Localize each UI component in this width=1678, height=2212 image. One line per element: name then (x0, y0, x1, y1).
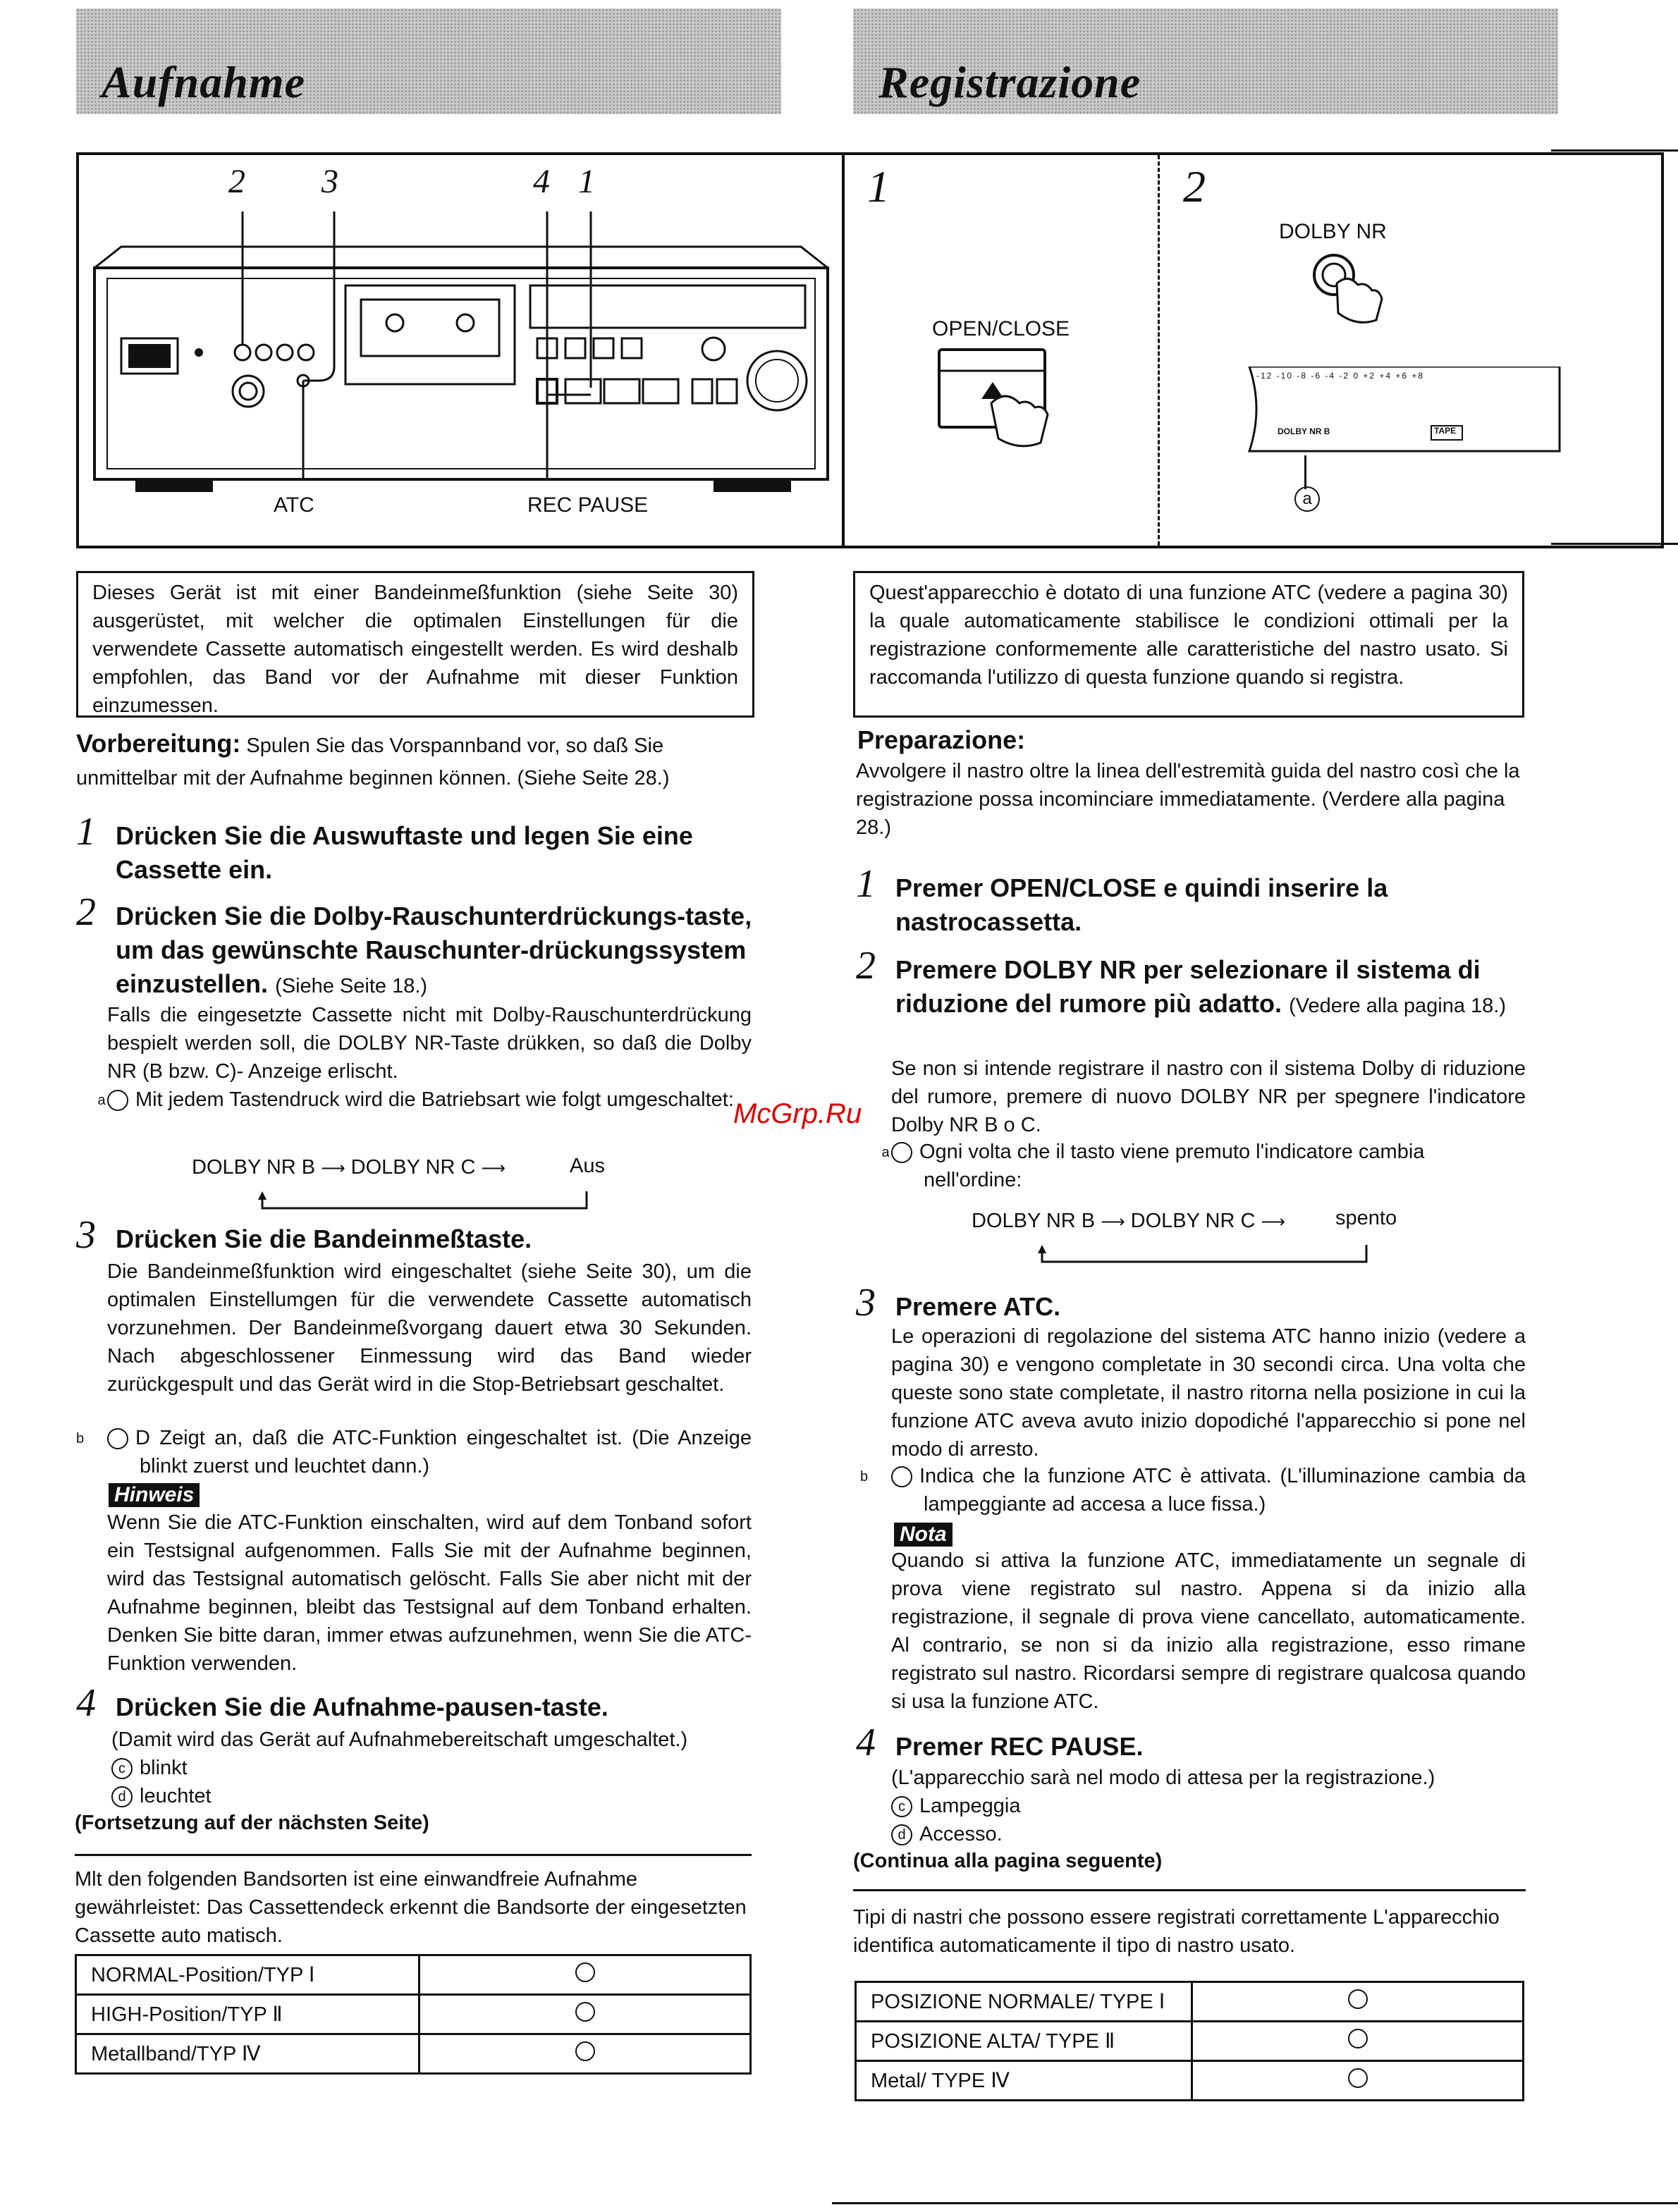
german-step-3 (76, 1213, 754, 1257)
compatible-mark (420, 2034, 751, 2074)
german-prep-heading: Vorbereitung: (76, 729, 241, 758)
dolby-nr-button-illustration (1306, 247, 1390, 324)
german-step-2-ref: (Siehe Seite 18.) (275, 975, 428, 997)
german-tape-row-3: Metallband/TYP Ⅳ (76, 2034, 420, 2074)
italian-marker-d: d (891, 1824, 912, 1845)
compatible-mark (420, 1955, 751, 1995)
italian-step-2-text: Premere DOLBY NR per selezionare il sistema di riduzione del rumore più adatto. (895, 955, 1481, 1018)
page-title-german: Aufnahme (102, 57, 305, 107)
german-tape-row-1: NORMAL-Position/TYP Ⅰ (76, 1955, 420, 1995)
italian-continued: (Continua alla pagina seguente) (853, 1850, 1163, 1872)
italian-flow-b: DOLBY NR B (972, 1210, 1096, 1232)
header-banner-german (76, 8, 781, 114)
table-row (856, 1982, 1524, 2022)
open-close-label: OPEN/CLOSE (932, 317, 1070, 340)
italian-tape-row-2: POSIZIONE ALTA/ TYPE Ⅱ (856, 2022, 1192, 2061)
german-step-4-d (111, 1782, 212, 1810)
italian-marker-b: b (891, 1466, 912, 1487)
italian-step-3-number: 3 (856, 1281, 876, 1325)
german-marker-d: d (111, 1786, 133, 1807)
compatible-mark (1192, 2022, 1524, 2061)
italian-step-4-d-text: Accesso. (919, 1823, 1003, 1845)
dolby-nr-label: DOLBY NR (1279, 220, 1387, 243)
italian-step-2-note-text: Ogni volta che il tasto viene premuto l'indicatore cambia nell'ordine: (919, 1141, 1425, 1191)
italian-step-2-ref: (Vedere alla pagina 18.) (1289, 995, 1507, 1017)
table-row (856, 2061, 1524, 2101)
german-flow-c: DOLBY NR C (350, 1156, 476, 1179)
german-step-4-c (111, 1754, 188, 1782)
italian-step-1-text: Premer OPEN/CLOSE e quindi inserire la nastrocassetta. (895, 873, 1388, 936)
italian-step-2-body: Se non si intende registrare il nastro con il sistema Dolby di riduzione del rumore, premere di nuovo DOLBY NR per spegnere l'indicatore Dolby NR B o C. (891, 1057, 1526, 1136)
figure-box (76, 152, 1664, 548)
callout-1: 1 (578, 163, 595, 200)
italian-flow-c: DOLBY NR C (1130, 1210, 1256, 1232)
german-flow-return-arrow (254, 1188, 592, 1214)
italian-flow-off: spento (1335, 1207, 1397, 1229)
german-step-3-body: Die Bandeinmeßfunktion wird eingeschaltet (siehe Seite 30), um die optimalen Einstellumgen für die verwendete Cassette automatisch vorzunehmen. Der Bandeinmeßvorgang dauert etwa 30 Sekunden. Nach abgeschlossener Einmessung wird das Band wieder zurückgespult und das Gerät wird in die Stop-Betriebsart geschaltet. (107, 1260, 752, 1396)
watermark: McGrp.Ru (733, 1098, 862, 1129)
compatible-mark (420, 1995, 751, 2034)
italian-step-2-note (881, 1138, 1526, 1194)
figure-divider (842, 155, 845, 546)
panel-1-number: 1 (867, 161, 890, 211)
german-step-2-note (97, 1086, 752, 1114)
top-edge-rule (1551, 149, 1678, 152)
italian-flow-return-arrow (1034, 1242, 1372, 1267)
bottom-rule (832, 2202, 1678, 2204)
german-flow-b: DOLBY NR B (192, 1156, 316, 1179)
italian-tape-row-3: Metal/ TYPE Ⅳ (856, 2061, 1192, 2101)
italian-step-4-d (891, 1820, 1003, 1848)
german-prep-text: Spulen Sie das Vorspannband vor, so daß Sie unmittelbar mit der Aufnahme beginnen können. (Siehe Seite 28.) (76, 735, 670, 789)
page-title-italian: Registrazione (878, 57, 1141, 107)
italian-step-4-body: (L'apparecchio sarà nel modo di attesa per la registrazione.) (891, 1766, 1435, 1789)
german-step-4-body: (Damit wird das Gerät auf Aufnahmebereitschaft umgeschaltet.) (111, 1728, 688, 1751)
rec-pause-label: REC PAUSE (527, 493, 649, 517)
callout-2: 2 (228, 163, 245, 200)
table-row (76, 2034, 751, 2074)
german-note-badge: Hinweis (109, 1483, 200, 1507)
italian-step-3-text: Premere ATC. (895, 1292, 1061, 1321)
italian-note-text: Quando si attiva la funzione ATC, immediatamente un segnale di prova viene registrato sul nastro. Appena si da inizio alla registrazione, il segnale di prova viene cancellato, automaticamente. Al contrario, se non si da inizio alla registrazione, esso rimane registrato sul nastro. Ricordarsi sempre di registrare qualcosa quando si usa la funzione ATC. (891, 1549, 1526, 1713)
cassette-deck-illustration (79, 155, 842, 547)
german-step-2-body: Falls die eingesetzte Cassette nicht mit Dolby-Rauschunterdrückung bespielt werden soll, die DOLBY NR-Taste drükken, so daß die Dolby NR (B bzw. C)- Anzeige erlischt. (107, 1004, 752, 1083)
italian-step-1-number: 1 (856, 862, 876, 906)
german-step-1-number: 1 (76, 810, 96, 854)
italian-divider (853, 1889, 1526, 1891)
italian-step-2-number: 2 (856, 944, 876, 988)
german-step-4-c-text: blinkt (140, 1757, 188, 1779)
italian-step-4 (856, 1721, 1526, 1764)
compatible-mark (1192, 2061, 1524, 2101)
marker-line (1304, 455, 1306, 489)
german-step-3-number: 3 (76, 1213, 96, 1257)
german-step-2-note-text: Mit jedem Tastendruck wird die Batriebsart wie folgt umgeschaltet: (135, 1088, 734, 1111)
italian-tape-intro: Tipi di nastri che possono essere registrati correttamente L'apparecchio identifica automaticamente il tipo di nastro usato. (853, 1906, 1500, 1957)
german-step-2 (76, 890, 754, 1003)
display-dolby-text: DOLBY NR B (1278, 426, 1330, 436)
display-tape-text: TAPE (1434, 426, 1457, 436)
german-preparation (76, 727, 754, 794)
german-step-1 (76, 810, 754, 887)
italian-note-badge: Nota (894, 1523, 953, 1547)
italian-step-2 (856, 944, 1526, 1023)
italian-step-3 (856, 1281, 1526, 1325)
compatible-mark (1192, 1982, 1524, 2022)
german-step-2-number: 2 (76, 890, 96, 934)
italian-prep-heading: Preparazione: (857, 725, 1026, 754)
figure-dashed-divider (1158, 155, 1160, 546)
german-intro-box: Dieses Gerät ist mit einer Bandeinmeßfunktion (siehe Seite 30) ausgerüstet, mit welcher die optimalen Einstellungen für die verwendete Cassette automatisch eingestellt werden. Es wird deshalb empfohlen, das Band vor der Aufnahme mit dieser Funktion einzumessen. (76, 571, 754, 718)
callout-3: 3 (321, 163, 338, 200)
italian-step-4-c-text: Lampeggia (919, 1795, 1021, 1817)
open-close-button-illustration (936, 347, 1063, 453)
italian-step-3-body: Le operazioni di regolazione del sistema ATC hanno inizio (vedere a pagina 30) e vengono completate in 30 secondi circa. Una volta che queste sono state completate, il nastro ritorna nella posizione in cui la funzione ATC aveva avuto inizio dopodiché l'apparecchio si pone nel modo di arresto. (891, 1325, 1526, 1461)
german-divider (75, 1854, 752, 1856)
panel-2-number: 2 (1183, 161, 1206, 211)
german-step-3-text: Drücken Sie die Bandeinmeßtaste. (116, 1224, 532, 1253)
german-step-4-d-text: leuchtet (140, 1785, 212, 1807)
german-continued: (Fortsetzung auf der nächsten Seite) (75, 1812, 429, 1834)
italian-intro-box: Quest'apparecchio è dotato di una funzione ATC (vedere a pagina 30) la quale automaticamente stabilisce le condizioni ottimali per la registrazione conformemente alle caratteristiche del nastro usato. Si raccomanda l'utilizzo di questa funzione quando si registra. (853, 571, 1524, 718)
german-step-2-text: Drücken Sie die Dolby-Rauschunterdrückungs-taste, um das gewünschte Rauschunter-drückungssystem einzustellen. (116, 902, 752, 998)
german-marker-c: c (111, 1758, 133, 1779)
bottom-edge-rule (1551, 543, 1678, 545)
german-step-4-text: Drücken Sie die Aufnahme-pausen-taste. (116, 1692, 608, 1721)
german-marker-b: b (107, 1428, 128, 1449)
atc-label: ATC (274, 493, 314, 517)
german-step-4 (76, 1681, 754, 1725)
italian-tape-row-1: POSIZIONE NORMALE/ TYPE Ⅰ (856, 1982, 1192, 2022)
meter-scale: -12 -10 -8 -6 -4 -2 0 +2 +4 +6 +8 (1256, 371, 1425, 381)
italian-step-4-text: Premer REC PAUSE. (895, 1732, 1144, 1761)
italian-step-3-note-text: Indica che la funzione ATC è attivata. (L'illuminazione cambia da lampeggiante ad accesa a luce fissa.) (919, 1465, 1526, 1516)
german-dolby-flow: DOLBY NR B ⟶ DOLBY NR C ⟶ (192, 1156, 506, 1179)
table-row (76, 1955, 751, 1995)
german-tape-intro: Mlt den folgenden Bandsorten ist eine einwandfreie Aufnahme gewährleistet: Das Cassettendeck erkennt die Bandsorte der eingesetzten Cassette auto matisch. (75, 1868, 747, 1947)
italian-step-4-number: 4 (856, 1721, 876, 1764)
german-flow-off: Aus (570, 1155, 605, 1177)
german-step-3-note-text: D Zeigt an, daß die ATC-Funktion eingeschaltet ist. (Die Anzeige blinkt zuerst und leuchtet dann.) (135, 1427, 752, 1477)
german-step-1-text: Drücken Sie die Auswuftaste und legen Sie eine Cassette ein. (116, 821, 693, 884)
german-tape-table (75, 1954, 752, 2075)
table-row (856, 2022, 1524, 2061)
italian-step-4-c (891, 1792, 1021, 1820)
italian-step-3-note (860, 1462, 1526, 1518)
italian-tape-table (855, 1981, 1524, 2101)
italian-marker-a: a (891, 1142, 912, 1163)
italian-prep-text: Avvolgere il nastro oltre la linea dell'estremità guida del nastro così che la registrazione possa incominciare immediatamente. (Verdere alla pagina 28.) (856, 760, 1520, 839)
italian-dolby-flow: DOLBY NR B ⟶ DOLBY NR C ⟶ (972, 1210, 1285, 1232)
table-row (76, 1995, 751, 2034)
german-tape-row-2: HIGH-Position/TYP Ⅱ (76, 1995, 420, 2034)
german-note-text: Wenn Sie die ATC-Funktion einschalten, wird auf dem Tonband sofort ein Testsignal aufgenommen. Falls Sie mit der Aufnahme beginnen, wird das Testsignal automatisch gelöscht. Falls Sie aber nicht mit der Aufnahme beginnen, bleibt das Testsignal auf dem Tonband erhalten. Denken Sie bitte daran, immer etwas aufzunehmen, wenn Sie die ATC-Funktion verwenden. (107, 1511, 752, 1675)
italian-marker-c: c (891, 1796, 912, 1817)
callout-4: 4 (533, 163, 550, 200)
header-banner-italian (853, 8, 1558, 114)
german-marker-a: a (107, 1090, 128, 1111)
german-step-3-note (76, 1424, 752, 1480)
marker-a: a (1294, 486, 1320, 512)
german-step-4-number: 4 (76, 1681, 96, 1725)
italian-step-1 (856, 862, 1526, 939)
